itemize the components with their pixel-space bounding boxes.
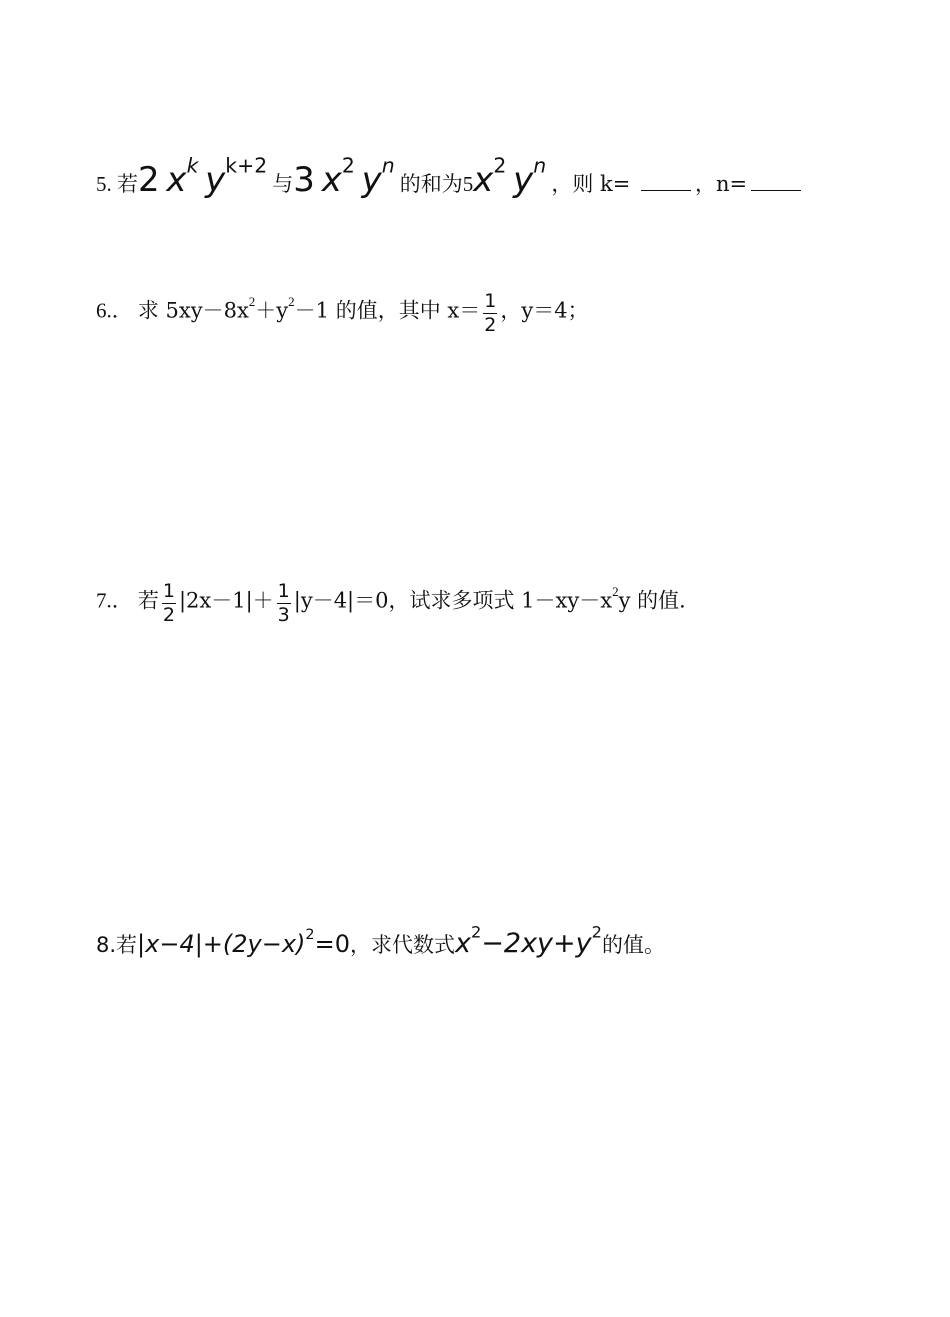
q5-term1-coef: 2 <box>138 160 160 200</box>
q6-text-c: －1 的值，其中 x＝ <box>294 298 481 323</box>
q7-frac1-num: 1 <box>162 580 175 602</box>
q5-term1-x: $x^k$ $y^{k+2}$ <box>159 153 268 200</box>
q5-yu: 与 <box>272 172 294 196</box>
q5-term2-x-exp: 2 <box>341 153 355 178</box>
q8-expr-a: x <box>454 928 471 959</box>
q7-number: 7.． <box>96 588 133 613</box>
question-5 <box>96 153 805 200</box>
q5-n-eq: ，n= <box>695 172 748 196</box>
q5-ruo: 若 <box>117 172 138 196</box>
q5-ze-k: ，则 k= <box>551 172 637 196</box>
q5-blank-k[interactable] <box>641 189 691 191</box>
q5-number: 5. <box>96 172 117 196</box>
q5-result-x-exp: 2 <box>493 153 507 178</box>
q5-blank-n[interactable] <box>751 189 801 191</box>
q8-exp2: 2 <box>591 922 602 942</box>
q7-abs2: |y－4|＝0，试求多项式 1－xy－x <box>293 588 613 613</box>
q5-sum-text: 的和为 <box>399 172 463 196</box>
question-8 <box>96 922 665 959</box>
q5-term1-y-exp: k+2 <box>225 153 268 178</box>
q5-term2-y-exp: n <box>381 153 395 178</box>
q5-result: $x^2$ $y^n$ <box>473 153 547 200</box>
q8-expression <box>454 922 602 959</box>
q8-expr-b: −2xy+y <box>481 928 592 959</box>
q5-result-y-exp: n <box>533 153 547 178</box>
q6-fraction <box>483 292 497 335</box>
q8-cond-text: |x−4|+(2y−x) <box>137 930 306 958</box>
q7-tail: y 的值． <box>618 588 701 613</box>
q6-frac-den: 2 <box>484 314 497 336</box>
q8-cond-exp: 2 <box>305 927 315 944</box>
q7-fraction-1 <box>162 582 176 625</box>
q7-frac2-den: 3 <box>277 604 290 626</box>
question-7 <box>96 582 700 625</box>
q7-frac1-den: 2 <box>162 604 175 626</box>
q5-term2-x: $x^2$ $y^n$ <box>314 153 395 200</box>
q5-five: 5 <box>462 172 474 196</box>
question-6 <box>96 292 589 335</box>
q8-qiu: ，求代数式 <box>349 933 455 957</box>
q6-sq1: 2 <box>248 293 256 309</box>
q8-ruo: 若 <box>116 933 138 957</box>
q8-exp1: 2 <box>470 922 482 942</box>
q7-sq: 2 <box>612 583 619 599</box>
q6-frac-num: 1 <box>484 290 497 312</box>
q5-term2-coef: 3 <box>293 160 315 200</box>
q6-text-b: ＋y <box>255 298 289 323</box>
q6-text-a: 求 5xy－8x <box>137 298 249 323</box>
q5-term1-x-exp: k <box>186 153 199 178</box>
q8-tail: 的值。 <box>601 933 665 957</box>
q8-number: 8. <box>96 933 117 957</box>
q6-sq2: 2 <box>288 293 295 309</box>
q6-text-d: ，y＝4； <box>500 298 589 323</box>
q8-condition <box>137 927 350 958</box>
q7-fraction-2 <box>277 582 291 625</box>
q7-abs1: |2x－1|＋ <box>178 588 274 613</box>
q7-ruo: 若 <box>137 588 159 613</box>
q8-cond-tail: =0 <box>314 930 350 958</box>
q7-frac2-num: 1 <box>277 580 290 602</box>
q6-number: 6.． <box>96 298 133 323</box>
